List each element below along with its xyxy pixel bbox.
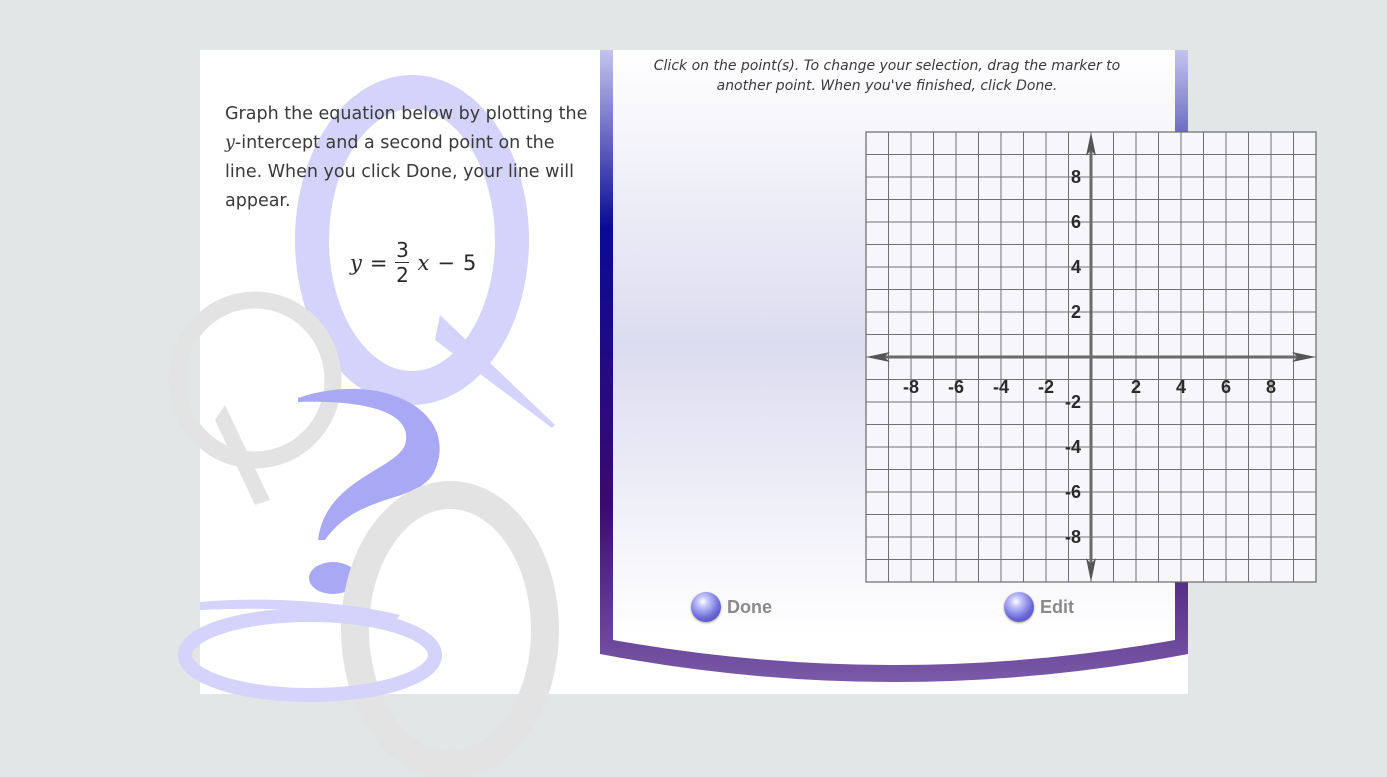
graph-panel xyxy=(600,50,1277,694)
y-tick-label: -2 xyxy=(1064,392,1081,412)
question-line-2: -intercept and a second point on the xyxy=(234,133,555,153)
decorative-letter-q-gray xyxy=(177,300,333,460)
x-tick-label: -2 xyxy=(1037,377,1055,397)
x-tick-label: 2 xyxy=(1130,377,1142,397)
x-tick-label: 8 xyxy=(1265,377,1277,397)
edit-orb-icon xyxy=(1004,592,1034,622)
coordinate-grid[interactable] xyxy=(600,50,1277,694)
x-tick-label: -8 xyxy=(902,377,920,397)
y-tick-label: 8 xyxy=(1070,167,1081,187)
edit-button[interactable] xyxy=(1004,592,1074,622)
equation xyxy=(350,238,476,287)
edit-button-label: Edit xyxy=(1040,596,1074,617)
question-line-4: appear. xyxy=(225,191,291,211)
equation-variable: x xyxy=(417,250,430,275)
decorative-swirl xyxy=(185,615,435,695)
fraction-denominator: 2 xyxy=(396,263,409,287)
decorative-letter-o-gray xyxy=(355,495,545,765)
y-tick-label: 4 xyxy=(1070,257,1081,277)
done-button[interactable] xyxy=(691,592,772,622)
equation-lhs: y xyxy=(350,250,362,275)
question-panel xyxy=(200,50,600,694)
activity-card xyxy=(200,50,1277,694)
x-tick-label: 6 xyxy=(1220,377,1232,397)
y-tick-label: 6 xyxy=(1070,212,1081,232)
question-line-3: line. When you click Done, your line will xyxy=(225,162,575,182)
equation-equals: = xyxy=(369,250,388,275)
y-tick-label: -4 xyxy=(1064,437,1081,457)
done-orb-icon xyxy=(691,592,721,622)
done-button-label: Done xyxy=(727,596,772,617)
question-variable-y: y xyxy=(225,133,235,153)
equation-constant: 5 xyxy=(462,250,477,275)
x-tick-label: 4 xyxy=(1175,377,1187,397)
y-tick-label: -6 xyxy=(1064,482,1081,502)
x-tick-label: -6 xyxy=(947,377,965,397)
equation-operator: − xyxy=(437,250,455,275)
question-line-1: Graph the equation below by plotting the xyxy=(225,104,588,124)
question-text xyxy=(225,100,595,216)
instructions-text: Click on the point(s). To change your selection, drag the marker to another point. When you've finished, click Done. xyxy=(653,58,1121,94)
equation-fraction xyxy=(395,238,409,287)
fraction-numerator: 3 xyxy=(396,238,409,262)
y-tick-label: 2 xyxy=(1070,302,1081,322)
y-tick-label: -8 xyxy=(1064,527,1081,547)
x-tick-label: -4 xyxy=(992,377,1010,397)
